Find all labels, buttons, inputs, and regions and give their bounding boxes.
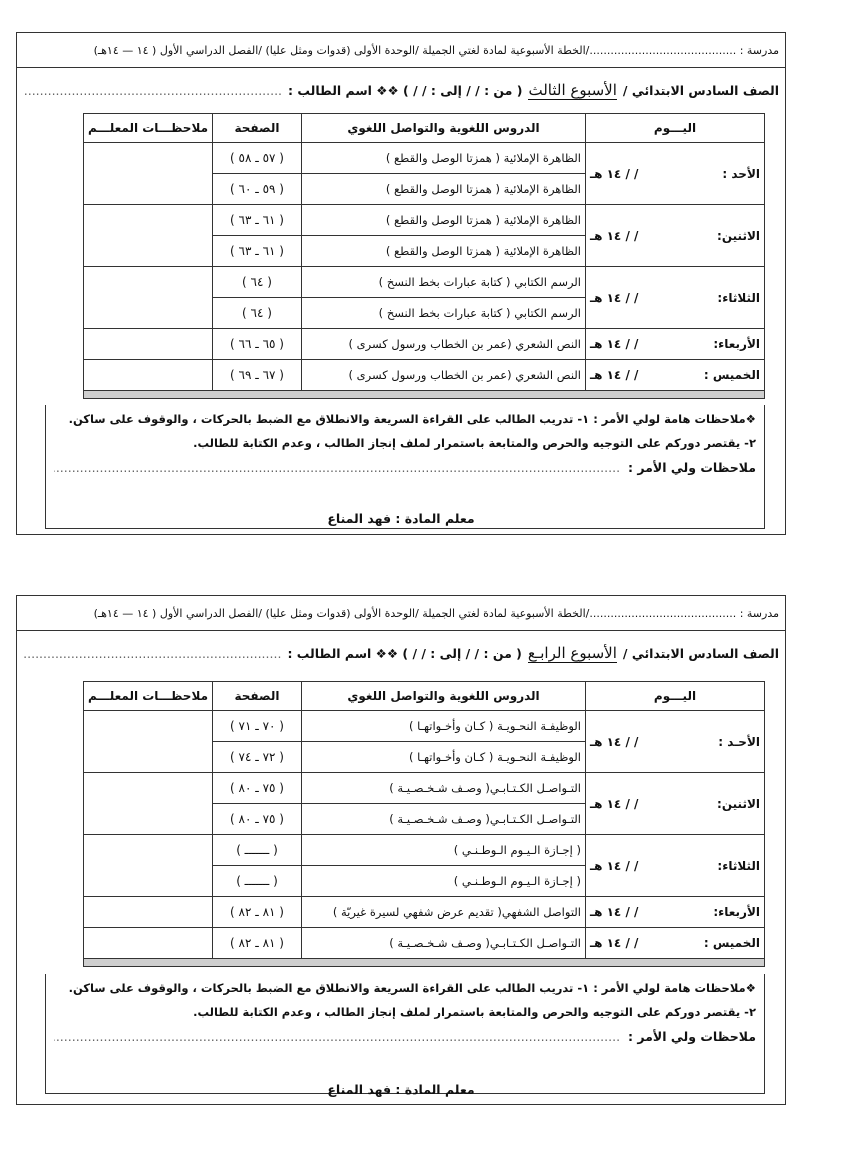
day-label: الأربعاء: (713, 337, 760, 351)
parent-notice-box (45, 974, 765, 1094)
notes-cell[interactable] (84, 329, 213, 360)
table-row (84, 928, 765, 959)
day-label: الثلاثاء: (717, 858, 760, 873)
lesson-cell: الظاهرة الإملائية ( همزتا الوصل والقطع ) (302, 205, 586, 236)
page-cell: ( ٨١ ـ ٨٢ ) (213, 897, 302, 928)
day-cell (586, 835, 765, 897)
student-name-line (23, 646, 281, 661)
page-cell: ( ٧٢ ـ ٧٤ ) (213, 742, 302, 773)
notice-line-1 (54, 412, 756, 426)
date-fragment: / / ١٤ هـ (590, 734, 639, 749)
parent-notes-label: ملاحظات ولي الأمر : (628, 460, 756, 475)
col-page: الصفحة (213, 682, 302, 711)
page-cell: ( ٦٧ ـ ٦٩ ) (213, 360, 302, 391)
day-cell (586, 897, 765, 928)
notice-label: ❖ملاحظات هامة لولي الأمر : (593, 412, 756, 426)
page-cell: ( ٦٤ ) (213, 298, 302, 329)
date-fragment: / / ١٤ هـ (590, 858, 639, 873)
date-range: ( من : / / إلى : / / ) ❖❖ اسم الطالب : (288, 82, 523, 98)
lesson-cell: التـواصـل الكـتـابـي( وصـف شـخـصـيـة ) (302, 773, 586, 804)
school-header (17, 596, 785, 631)
divider-row (84, 391, 765, 399)
page-cell: ( ٦٥ ـ ٦٦ ) (213, 329, 302, 360)
day-label: الاثنين: (717, 228, 760, 243)
date-fragment: / / ١٤ هـ (590, 368, 639, 382)
table-row (84, 711, 765, 742)
col-day: اليـــوم (586, 682, 765, 711)
notice-label: ❖ملاحظات هامة لولي الأمر : (593, 981, 756, 995)
week-label: الأسبوع الرابـع (527, 643, 617, 662)
lesson-cell: الظاهرة الإملائية ( همزتا الوصل والقطع ) (302, 236, 586, 267)
notes-cell[interactable] (84, 711, 213, 773)
notes-cell[interactable] (84, 773, 213, 835)
day-label: الاثنين: (717, 796, 760, 811)
parent-notes-line[interactable] (54, 460, 620, 475)
table-header (84, 114, 765, 143)
plan-table (83, 681, 765, 967)
day-cell (586, 928, 765, 959)
day-label: الأربعاء: (713, 905, 760, 919)
lesson-cell: الوظيفـة النحـويـة ( كـان وأخـواتهـا ) (302, 742, 586, 773)
day-label: الخميس : (703, 368, 760, 382)
notes-cell[interactable] (84, 928, 213, 959)
page-cell: ( ٥٩ ـ ٦٠ ) (213, 174, 302, 205)
page-cell: ( ٧٥ ـ ٨٠ ) (213, 773, 302, 804)
day-cell (586, 711, 765, 773)
grade-label: الصف السادس الابتدائي / (622, 645, 779, 661)
parent-notes-line[interactable] (54, 1029, 620, 1044)
col-notes: ملاحظـــات المعلـــم (84, 114, 213, 143)
notice-2: ٢- يقتصر دوركم على التوجيه والحرص والمتابعة باستمرار لملف إنجاز الطالب ، وعدم الكتابة للطالب. (193, 1005, 756, 1019)
parent-notes-label: ملاحظات ولي الأمر : (628, 1029, 756, 1044)
divider-row (84, 959, 765, 967)
day-cell (586, 267, 765, 329)
lesson-cell: التـواصـل الكـتـابـي( وصـف شـخـصـيـة ) (302, 804, 586, 835)
col-lesson: الدروس اللغوية والتواصل اللغوي (302, 114, 586, 143)
lesson-cell: ( إجـازة الـيـوم الـوطـنـي ) (302, 835, 586, 866)
notes-cell[interactable] (84, 143, 213, 205)
parent-notes-row (54, 460, 756, 475)
day-label: الأحـد : (718, 734, 760, 749)
date-fragment: / / ١٤ هـ (590, 337, 639, 351)
notes-cell[interactable] (84, 360, 213, 391)
lesson-cell: النص الشعري (عمر بن الخطاب ورسول كسرى ) (302, 360, 586, 391)
divider (84, 959, 765, 967)
lesson-cell: الظاهرة الإملائية ( همزتا الوصل والقطع ) (302, 174, 586, 205)
lesson-cell: الرسم الكتابي ( كتابة عبارات بخط النسخ ) (302, 267, 586, 298)
weekly-plan-sheet-2 (16, 595, 786, 1105)
date-fragment: / / ١٤ هـ (590, 936, 639, 950)
student-info-row (17, 640, 785, 666)
teacher-signature-line: معلم المادة : فهد المناع (327, 511, 475, 526)
day-label: الثلاثاء: (717, 290, 760, 305)
day-cell (586, 205, 765, 267)
notice-1: ١- تدريب الطالب على القراءة السريعة والانطلاق مع الضبط بالحركات ، والوقوف على ساكن. (68, 981, 590, 995)
week-label: الأسبوع الثالث (528, 80, 617, 99)
student-info-row (17, 77, 785, 103)
date-fragment: / / ١٤ هـ (590, 228, 639, 243)
lesson-cell: ( إجـازة الـيـوم الـوطـنـي ) (302, 866, 586, 897)
notice-line-1 (54, 981, 756, 995)
table-row (84, 205, 765, 236)
table-row (84, 329, 765, 360)
day-cell (586, 360, 765, 391)
notes-cell[interactable] (84, 267, 213, 329)
page-cell: ( ٧٠ ـ ٧١ ) (213, 711, 302, 742)
lesson-cell: الوظيفـة النحـويـة ( كـان وأخـواتهـا ) (302, 711, 586, 742)
page-cell: ( ـــــــ ) (213, 866, 302, 897)
table-row (84, 773, 765, 804)
date-fragment: / / ١٤ هـ (590, 290, 639, 305)
day-cell (586, 773, 765, 835)
day-label: الأحد : (722, 166, 760, 181)
weekly-plan-sheet-1 (16, 32, 786, 535)
student-name-line (23, 83, 282, 98)
day-cell (586, 143, 765, 205)
col-day: اليـــوم (586, 114, 765, 143)
table-row (84, 360, 765, 391)
lesson-cell: التـواصـل الكـتـابـي( وصـف شـخـصـيـة ) (302, 928, 586, 959)
page-cell: ( ٦٤ ) (213, 267, 302, 298)
day-label: الخميس : (703, 936, 760, 950)
table-row (84, 835, 765, 866)
table-row (84, 897, 765, 928)
page-cell: ( ٥٧ ـ ٥٨ ) (213, 143, 302, 174)
notes-cell[interactable] (84, 897, 213, 928)
page-cell: ( ٦١ ـ ٦٣ ) (213, 205, 302, 236)
header-text: مدرسة : ........................................../الخطة الأسبوعية لمادة لغتي الجميلة /الوحدة الأولى (قدوات ومثل عليا) /الفصل الدراسي الأول ( ١٤ — ١٤هـ) (93, 43, 779, 57)
table-row (84, 267, 765, 298)
lesson-cell: الظاهرة الإملائية ( همزتا الوصل والقطع ) (302, 143, 586, 174)
teacher-signature-line: معلم المادة : فهد المناع (327, 1082, 475, 1097)
notice-2: ٢- يقتصر دوركم على التوجيه والحرص والمتابعة باستمرار لملف إنجاز الطالب ، وعدم الكتابة للطالب. (193, 436, 756, 450)
divider (84, 391, 765, 399)
grade-label: الصف السادس الابتدائي / (622, 82, 779, 98)
school-header (17, 33, 785, 68)
notice-1: ١- تدريب الطالب على القراءة السريعة والانطلاق مع الضبط بالحركات ، والوقوف على ساكن. (68, 412, 590, 426)
day-cell (586, 329, 765, 360)
date-fragment: / / ١٤ هـ (590, 166, 639, 181)
page-cell: ( ٨١ ـ ٨٢ ) (213, 928, 302, 959)
lesson-cell: النص الشعري (عمر بن الخطاب ورسول كسرى ) (302, 329, 586, 360)
plan-table (83, 113, 765, 399)
lesson-cell: التواصل الشفهي( تقديم عرض شفهي لسيرة غيريّة ) (302, 897, 586, 928)
col-page: الصفحة (213, 114, 302, 143)
date-range: ( من : / / إلى : / / ) ❖❖ اسم الطالب : (287, 645, 522, 661)
col-notes: ملاحظـــات المعلـــم (84, 682, 213, 711)
header-text: مدرسة : ........................................../الخطة الأسبوعية لمادة لغتي الجميلة /الوحدة الأولى (قدوات ومثل عليا) /الفصل الدراسي الأول ( ١٤ — ١٤هـ) (93, 606, 779, 620)
date-fragment: / / ١٤ هـ (590, 796, 639, 811)
parent-notes-row (54, 1029, 756, 1044)
page-cell: ( ـــــــ ) (213, 835, 302, 866)
page-cell: ( ٧٥ ـ ٨٠ ) (213, 804, 302, 835)
table-row (84, 143, 765, 174)
col-lesson: الدروس اللغوية والتواصل اللغوي (302, 682, 586, 711)
notes-cell[interactable] (84, 835, 213, 897)
date-fragment: / / ١٤ هـ (590, 905, 639, 919)
notes-cell[interactable] (84, 205, 213, 267)
lesson-cell: الرسم الكتابي ( كتابة عبارات بخط النسخ ) (302, 298, 586, 329)
table-header (84, 682, 765, 711)
page-cell: ( ٦١ ـ ٦٣ ) (213, 236, 302, 267)
